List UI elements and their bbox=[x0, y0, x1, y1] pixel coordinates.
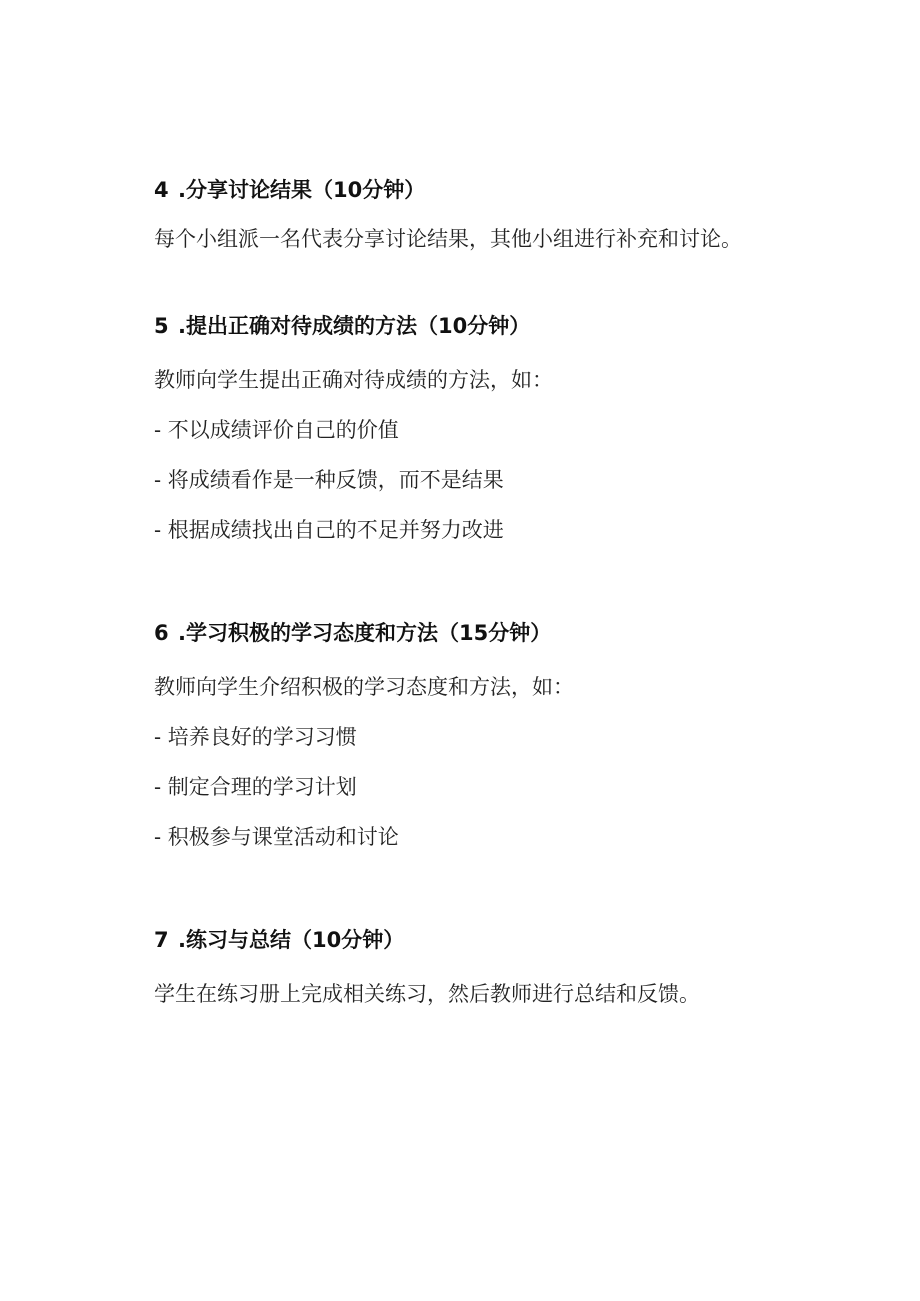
section-7-heading bbox=[154, 926, 404, 954]
section-6-heading bbox=[154, 619, 551, 647]
section-6-list-item: - 积极参与课堂活动和讨论 bbox=[154, 825, 399, 849]
section-5-intro: 教师向学生提出正确对待成绩的方法，如： bbox=[154, 368, 553, 392]
section-title: .练习与总结（10分钟） bbox=[178, 928, 405, 952]
section-5-list-item: - 不以成绩评价自己的价值 bbox=[154, 418, 399, 442]
section-6-list-item: - 制定合理的学习计划 bbox=[154, 775, 357, 799]
section-number: 7 bbox=[154, 928, 169, 952]
section-number: 6 bbox=[154, 621, 169, 645]
section-4-heading bbox=[154, 176, 425, 204]
section-title: .提出正确对待成绩的方法（10分钟） bbox=[178, 314, 531, 338]
section-number: 5 bbox=[154, 314, 169, 338]
section-6-intro: 教师向学生介绍积极的学习态度和方法，如： bbox=[154, 675, 574, 699]
section-6-list-item: - 培养良好的学习习惯 bbox=[154, 725, 357, 749]
section-4-paragraph: 每个小组派一名代表分享讨论结果，其他小组进行补充和讨论。 bbox=[154, 227, 742, 251]
section-title: .分享讨论结果（10分钟） bbox=[178, 178, 426, 202]
section-5-heading bbox=[154, 312, 530, 340]
section-number: 4 bbox=[154, 178, 169, 202]
section-7-paragraph: 学生在练习册上完成相关练习，然后教师进行总结和反馈。 bbox=[154, 982, 700, 1006]
section-5-list-item: - 将成绩看作是一种反馈，而不是结果 bbox=[154, 468, 504, 492]
section-5-list-item: - 根据成绩找出自己的不足并努力改进 bbox=[154, 518, 504, 542]
section-title: .学习积极的学习态度和方法（15分钟） bbox=[178, 621, 552, 645]
